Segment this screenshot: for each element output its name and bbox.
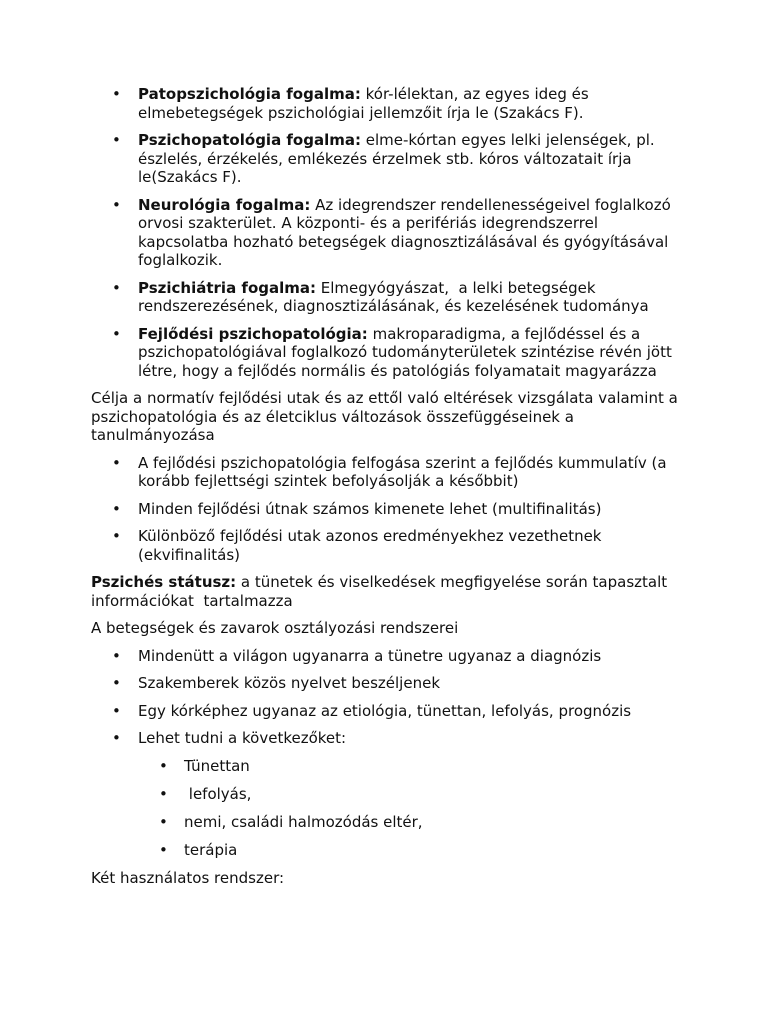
list-item <box>91 279 691 316</box>
list-item <box>91 841 691 860</box>
definition-term: Neurológia fogalma: <box>138 195 311 214</box>
bullet-icon: • <box>112 527 121 545</box>
list-item-text: nemi, családi halmozódás eltér, <box>184 812 423 831</box>
definition-text: elme-kórtan egyes lelki jelenségek, pl. észlelés, érzékelés, emlékezés érzelmek stb. kóros változatait írja le(Szakács F). <box>138 131 655 186</box>
list-item-text: Egy kórképhez ugyanaz az etiológia, tünettan, lefolyás, prognózis <box>138 701 632 720</box>
definition-term: Pszichopatológia fogalma: <box>138 131 361 149</box>
bullet-icon: • <box>159 784 168 803</box>
list-item-text: A fejlődési pszichopatológia felfogása szerint a fejlődés kummulatív (a korább fejlettségi szintek befolyásolják a későbbit) <box>138 453 667 490</box>
list-item <box>91 500 691 519</box>
list-item-text: Lehet tudni a következőket: <box>138 729 347 747</box>
systems-heading: Két használatos rendszer: <box>91 868 285 887</box>
list-item-text: lefolyás, <box>184 784 252 803</box>
definitions-list <box>91 85 691 380</box>
psychic-status-paragraph <box>91 573 691 610</box>
bullet-icon: • <box>159 812 168 831</box>
document-page <box>91 85 691 896</box>
definition-text: Elmegyógyászat, a lelki betegségek rendszerezésének, diagnosztizálásának, és kezelésének tudománya <box>138 278 649 315</box>
knowable-items-list <box>91 757 691 860</box>
bullet-icon: • <box>112 278 121 297</box>
bullet-icon: • <box>112 646 121 665</box>
bullet-icon: • <box>112 131 121 149</box>
list-item <box>91 729 691 748</box>
list-item <box>91 757 691 776</box>
bullet-icon: • <box>159 756 168 775</box>
bullet-icon: • <box>112 85 121 103</box>
list-item-text: Szakemberek közös nyelvet beszéljenek <box>138 674 440 692</box>
bullet-icon: • <box>112 324 121 343</box>
bullet-icon: • <box>159 840 168 859</box>
bullet-icon: • <box>112 453 121 472</box>
list-item-text: Különböző fejlődési utak azonos eredményekhez vezethetnek (ekvifinalitás) <box>138 527 602 564</box>
list-item-text: terápia <box>184 840 238 859</box>
psychic-status-text: a tünetek és viselkedések megfigyelése során tapasztalt információkat tartalmazza <box>91 573 672 610</box>
psychic-status-term: Pszichés státusz: <box>91 573 237 591</box>
list-item <box>91 85 691 122</box>
list-item <box>91 131 691 187</box>
bullet-icon: • <box>112 701 121 720</box>
definition-term: Fejlődési pszichopatológia: <box>138 324 368 343</box>
list-item <box>91 702 691 721</box>
definition-text: kór-lélektan, az egyes ideg és elmebetegségek pszichológiai jellemzőit írja le (Szakács F). <box>138 85 589 122</box>
definition-term: Pszichiátria fogalma: <box>138 278 317 297</box>
bullet-icon: • <box>112 195 121 214</box>
list-item <box>91 196 691 270</box>
definition-text: makroparadigma, a fejlődéssel és a pszichopatológiával foglalkozó tudományterületek szintézise révén jött létre, hogy a fejlődés normális és patológiás folyamatait magyarázza <box>138 324 672 380</box>
classification-points-list <box>91 647 691 748</box>
development-points-list <box>91 454 691 565</box>
bullet-icon: • <box>112 499 121 518</box>
list-item-text: Minden fejlődési útnak számos kimenete lehet (multifinalitás) <box>138 499 602 518</box>
list-item <box>91 325 691 381</box>
list-item <box>91 454 691 491</box>
bullet-icon: • <box>112 729 121 747</box>
list-item <box>91 813 691 832</box>
list-item <box>91 527 691 564</box>
definition-term: Patopszichológia fogalma: <box>138 85 361 103</box>
bullet-icon: • <box>112 674 121 692</box>
goal-paragraph: Célja a normatív fejlődési utak és az ettől való eltérések vizsgálata valamint a pszichopatológia és az életciklus változások összefüggéseinek a tanulmányozása <box>91 389 678 444</box>
list-item <box>91 674 691 693</box>
list-item-text: Tünettan <box>184 756 250 775</box>
list-item-text: Mindenütt a világon ugyanarra a tünetre ugyanaz a diagnózis <box>138 646 602 665</box>
list-item <box>91 785 691 804</box>
list-item <box>91 647 691 666</box>
definition-text: Az idegrendszer rendellenességeivel foglalkozó orvosi szakterület. A központi- és a perifériás idegrendszerrel kapcsolatba hozható betegségek diagnosztizálásával és gyógyításával foglalkozik. <box>138 195 671 269</box>
classification-heading: A betegségek és zavarok osztályozási rendszerei <box>91 619 459 637</box>
